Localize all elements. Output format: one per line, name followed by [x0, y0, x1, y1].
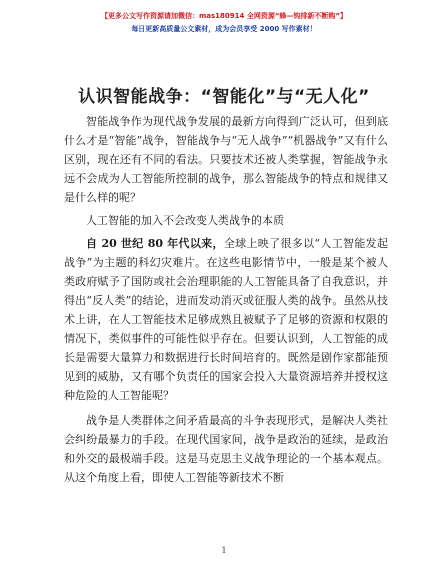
paragraph-intro: 智能战争作为现代战争发展的最新方向得到广泛认可，但到底什么才是“智能”战争，智能战争与“无人战争”“机器战争”又有什么区别，现在还有不同的看法。只要技术还被人类掌握，智能战争永远不会成为人工智能所控制的战争，那么智能战争的特点和规律又是什么样的呢？ [64, 115, 388, 204]
promo-line-1: 【更多公文写作资源请加微信：mas180914 全网资源“蜂—钩排新不断购”】 [100, 12, 348, 20]
promo-banner [0, 10, 448, 36]
promo-line-2: 每日更新高质量公文素材，成为会员享受 2000 写作素材！ [131, 25, 317, 33]
document-title: 认识智能战争：“智能化”与“无人化” [78, 87, 370, 107]
document-body [64, 112, 388, 487]
paragraph-3-lead: 自 20 世纪 80 年代以来， [86, 237, 224, 250]
section-subheading: 人工智能的加入不会改变人类战争的本质 [86, 214, 284, 227]
paragraph-3 [64, 234, 388, 405]
page-number: 1 [221, 546, 227, 555]
paragraph-4: 战争是人类群体之间矛盾最高的斗争表现形式，是解决人类社会纠纷最暴力的手段。在现代国家间，战争是政治的延续，是政治和外交的最极端手段。这是马克思主义战争理论的一个基本观点。从这个角度上看，即使人工智能等新技术不断 [64, 414, 388, 484]
paragraph-3-rest: 全球上映了很多以“人工智能发起战争”为主题的科幻灾难片。在这些电影情节中，一般是某个被人类政府赋予了国防或社会治理职能的人工智能具备了自我意识，并得出“反人类”的结论，进而发动消灭或征服人类的战争。虽然从技术上讲，在人工智能技术足够成熟且被赋予了足够的资源和权限的情况下，类似事件的可能性似乎存在。但要认识到，人工智能的成长是需要大量算力和数据进行长时间培育的。既然是剧作家都能预见到的威胁，又有哪个负责任的国家会投入大量资源培养并授权这种危险的人工智能呢？ [64, 237, 388, 402]
